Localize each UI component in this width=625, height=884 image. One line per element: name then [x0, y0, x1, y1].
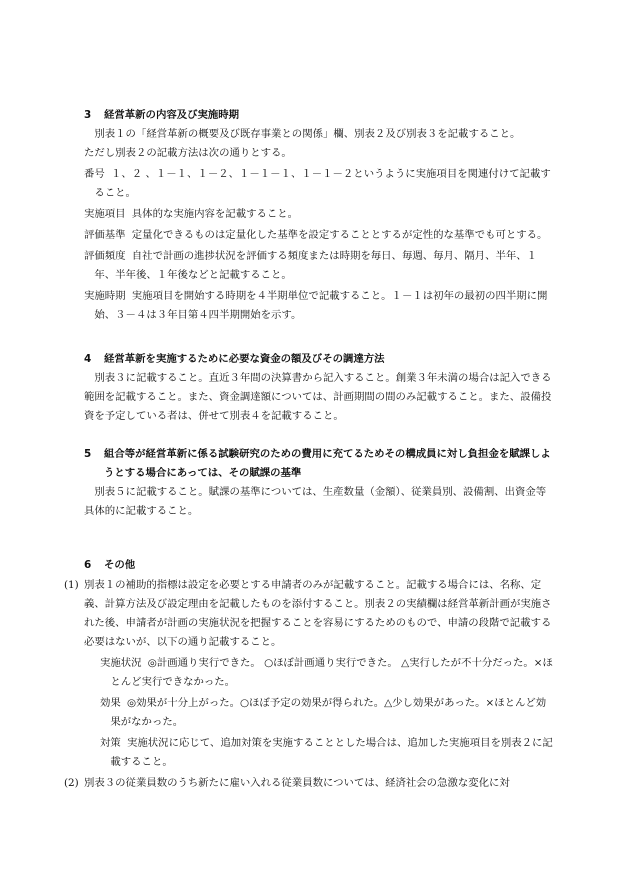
section-6-heading — [84, 556, 554, 575]
item-label: 効果 — [100, 697, 121, 709]
item-label: 番号 — [84, 168, 105, 180]
item-text: 具体的な実施内容を記載すること。 — [131, 208, 299, 220]
item-label: 評価基準 — [84, 229, 126, 241]
section-3-item-criteria — [84, 226, 554, 245]
item-text: 実施項目を開始する時期を４半期単位で記載すること。１－１は初年の最初の四半期に開始、３－４は３年目第４四半期開始を示す。 — [94, 290, 548, 321]
section-3-item-frequency — [84, 247, 554, 285]
section-6-item-effect — [100, 694, 554, 732]
section-3-line-1: 別表１の「経営革新の概要及び既存事業との関係」欄、別表２及び別表３を記載すること。 — [94, 128, 521, 140]
item-text: 自社で計画の進捗状況を評価する頻度または時期を毎日、毎週、毎月、隔月、半年、１年、半年後、１年後などと記載すること。 — [94, 250, 538, 281]
item-label: 実施項目 — [84, 208, 126, 220]
paragraph-1-mark: (1) — [64, 579, 79, 591]
section-6-paragraph-1 — [64, 576, 554, 652]
section-6-title: その他 — [104, 559, 136, 571]
section-3-line-2: ただし別表２の記載方法は次の通りとする。 — [84, 147, 292, 159]
section-5-text: 別表５に記載すること。賦課の基準については、生産数量（金額）、従業員別、設備割、出資金等具体的に記載すること。 — [84, 486, 547, 517]
paragraph-2-text: 別表３の従業員数のうち新たに雇い入れる従業員数については、経済社会の急激な変化に対 — [84, 777, 510, 789]
section-6-body — [64, 576, 554, 793]
section-3-item-timing — [84, 287, 554, 325]
section-3-title: 経営革新の内容及び実施時期 — [104, 109, 240, 121]
section-3-item-action — [84, 205, 554, 224]
item-text: 定量化できるものは定量化した基準を設定することとするが定性的な基準でも可とする。 — [131, 229, 548, 241]
section-4-heading — [84, 350, 554, 369]
section-6-paragraph-2 — [64, 774, 554, 793]
section-5-heading — [84, 445, 554, 483]
section-5-number: 5 — [84, 448, 92, 460]
section-3-number: 3 — [84, 109, 92, 121]
section-4-text: 別表３に記載すること。直近３年間の決算書から記入すること。創業３年未満の場合は記入できる範囲を記載すること。また、資金調達額については、計画期間の間のみ記載すること。また、設備投資を予定している者は、併せて別表４を記載すること。 — [84, 372, 552, 422]
item-label: 対策 — [100, 737, 121, 749]
section-4-title: 経営革新を実施するために必要な資金の額及びその調達方法 — [104, 353, 385, 365]
section-6-number: 6 — [84, 559, 92, 571]
item-text: １、２ 、１－１、１－２、１－１－１、１－１－２というように実施項目を関連付けて記載すること。 — [94, 168, 551, 199]
section-6-item-measures — [100, 734, 554, 772]
section-6-item-status — [100, 654, 554, 692]
section-5 — [84, 445, 554, 521]
section-3-item-number — [84, 165, 554, 203]
item-label: 実施時期 — [84, 290, 126, 302]
section-5-title: 組合等が経営革新に係る試験研究のための費用に充てるためその構成員に対し負担金を賦課しようとする場合にあっては、その賦課の基準 — [104, 448, 551, 479]
section-3 — [84, 106, 554, 325]
paragraph-2-mark: (2) — [64, 777, 79, 789]
item-label: 評価頻度 — [84, 250, 126, 262]
section-3-heading — [84, 106, 554, 125]
section-6 — [84, 556, 554, 575]
item-text: 実施状況に応じて、追加対策を実施することとした場合は、追加した実施項目を別表２に記載すること。 — [110, 737, 553, 768]
item-text: ◎効果が十分上がった。○ほぼ予定の効果が得られた。△少し効果があった。×ほとんど効果がなかった。 — [110, 697, 547, 728]
paragraph-1-text: 別表１の補助的指標は設定を必要とする申請者のみが記載すること。記載する場合には、名称、定義、計算方法及び設定理由を記載したものを添付すること。別表２の実績欄は経営革新計画が実施された後、申請者が計画の実施状況を把握することを容易にするためのもので、申請の段階で記載する必要はないが、以下の通り記載すること。 — [84, 579, 552, 648]
section-4 — [84, 350, 554, 426]
item-label: 実施状況 — [100, 657, 142, 669]
section-4-number: 4 — [84, 353, 92, 365]
item-text: ◎計画通り実行できた。 ○ほぼ計画通り実行できた。 △実行したが不十分だった。×ほとんど実行できなかった。 — [110, 657, 553, 688]
